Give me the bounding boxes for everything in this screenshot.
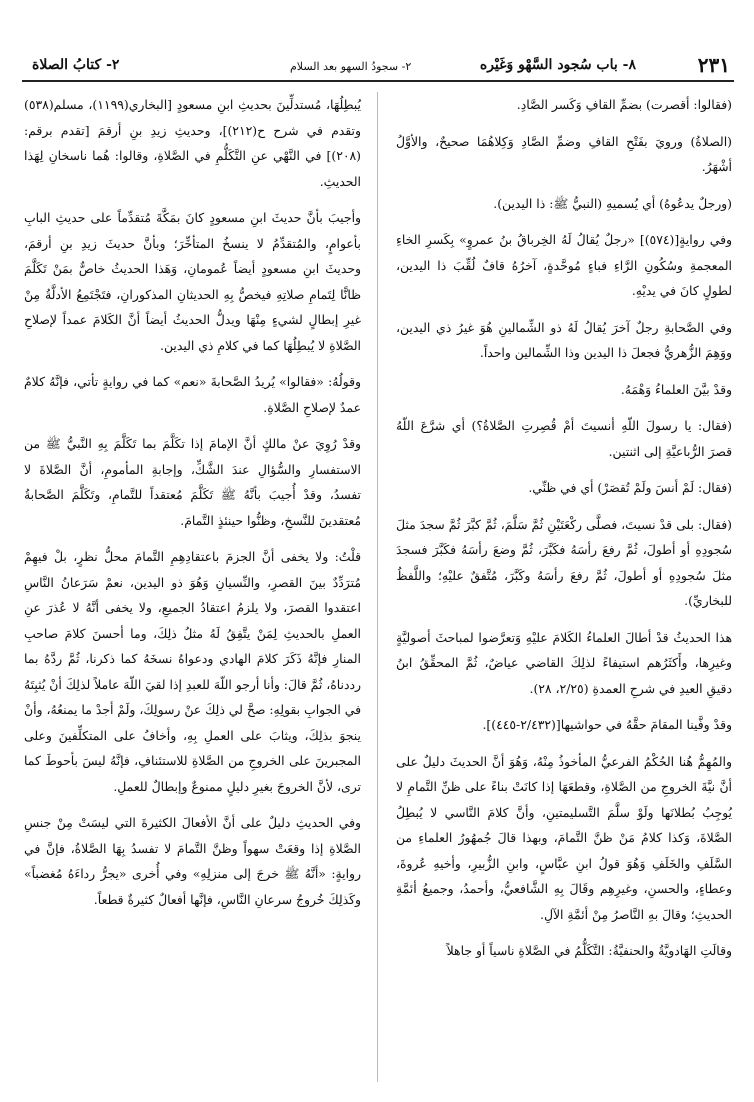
paragraph: (ورجلٌ يدعُوهُ) أي يُسميهِ (النبيُّ ﷺ: ذا اليدين).: [493, 195, 732, 211]
left-text-column: [24, 92, 361, 923]
paragraph: والمُهِمُّ هُنا الحُكْمُ الفرعيُّ المأخوذُ مِنْهُ، وَهُوَ أنَّ الحديثَ دليلٌ على أنَّ نيَّةَ الخروجِ من الصَّلاةِ، وقطعَهَا إذا كانَتْ بناءً على ظنِّ التَّمامِ لا يُوجِبُ بُطلانَها ولَوْ سلَّمَ التَّسليمتينِ، وأنَّ كلامَ النَّاسي لا يُبطِلُ الصَّلاةَ، وَكذا كلامُ مَنْ ظنَّ التَّمامَ، وبهذا قالَ جُمهُورُ العلماءِ من السَّلَفِ والخَلَفِ وَهُوَ قولُ ابنِ عبَّاسٍ، وابنِ الزُّبيرِ، وأخيهِ عُروةَ، وعطاءٍ، والحسنِ، وغيرِهِم وقَالَ بِهِ الشَّافعيُّ، وأحمدُ، وجميعُ أئمَّةِ الحديثِ؛ وقالَ بهِ النَّاصرُ مِنْ أئمَّةِ الآلِ.: [396, 753, 732, 922]
right-text-column: [396, 92, 732, 975]
book-title: ٢- كتابُ الصلاة: [32, 57, 120, 73]
paragraph: (الصلاةُ) ورويَ بفَتْحِ القافِ وضمِّ الصَّادِ وَكِلاهُمَا صحيحٌ، والأوَّلُ أشْهَرُ.: [396, 133, 732, 174]
column-divider: [377, 92, 378, 1082]
paragraph: وقالَتِ الهَادويَّةُ والحنفيَّةُ: التَّكَلُّمُ في الصَّلاةِ ناسياً أو جاهلاً: [446, 943, 732, 958]
paragraph: وقولُهُ: «فقالوا» يُريدُ الصَّحابةَ «نعم» كما في روايةٍ تأتي، فإنَّهُ كلامٌ عمدٌ لإصلاحِ الصَّلاةِ.: [24, 374, 361, 415]
page-number: ٢٣١: [697, 53, 730, 77]
paragraph: يُبطِلُهَا، مُستدلِّينَ بحديثِ ابنِ مسعودٍ [البخاري(١١٩٩)، مسلم(٥٣٨) وتقدم في شرح ح(٢١٢)]، وحديثِ زيدِ بنِ أرقمَ [تقدم برقم: (٢٠٨)] في النَّهْي عنِ التَّكَلُّمِ في الصَّلاةِ، وقالوا: هُما ناسخانِ لِهَذا الحديثِ.: [24, 97, 361, 189]
paragraph: وفي الصَّحابةِ رجلٌ آخرَ يُقالُ لَهُ ذو الشِّمالينِ هُوَ غيرُ ذي اليدين، ووَهِمَ الزُّهريُّ فجعلَ ذا اليدين وذا الشِّمالين واحداً.: [396, 319, 732, 360]
paragraph: وقدْ وفَّينا المقامَ حقَّهُ في حواشيها[(٢/٤٣٢-٤٤٥)].: [482, 717, 732, 732]
paragraph: (فقال: يا رسولَ اللّهِ أنسيتَ أمْ قُصِرتِ الصَّلاةُ؟) أي شرَّعَ اللّهُ قصرَ الرُّباعيَّةِ إلى اثنتين.: [396, 418, 732, 459]
running-header: [22, 53, 734, 82]
paragraph: وفي الحديثِ دليلٌ على أنَّ الأفعالَ الكثيرةَ التي ليسَتْ مِنْ جنسِ الصَّلاةِ إذا وقعَتْ سهواً وظنَّ التَّمامَ لا تفسدُ بِهَا الصَّلاةُ، فإنَّ في روايةٍ: «أنَّهُ ﷺ خرجَ إلى منزلِهِ» وفي أُخرى «يجرُّ رداءَهُ مُغضباً» وكَذلِكَ خُروجُ سرعانِ النَّاسِ، فإنَّها أفعالٌ كثيرةٌ قطعاً.: [24, 815, 361, 907]
paragraph: هذا الحديثُ قدْ أطالَ العلماءُ الكَلامَ عليْهِ وَتعرَّضوا لمباحثَ أصوليَّةٍ وغيرِها، وأَكثَرُهم استيفاءً لذلِكَ القاضي عياضٌ، ثُمَّ المحقِّقُ ابنُ دقيقِ العيدِ في شرحِ العمدةِ (٢/٢٥، ٢٨).: [396, 629, 732, 696]
paragraph: وقدْ رُوِيَ عنْ مالكٍ أنَّ الإمامَ إذا تكَلَّمَ بما تَكَلَّمَ بِهِ النَّبيُّ ﷺ من الاستفسارِ والسُّؤالِ عندَ الشَّكِّ، وإجابةِ المأمومِ، أنَّ الصَّلاةَ لا تفسدُ، وقدْ أُجيبَ بأنَّهُ ﷺ تَكَلَّمَ مُعتقداً للتَّمامِ، وتَكَلَّمَ الصَّحابةُ مُعتقدينَ للنَّسخِ، وظنُّوا حينئذٍ التَّمامَ.: [24, 436, 361, 528]
subsection-title: ٢- سجودُ السهو بعد السلام: [290, 60, 412, 73]
paragraph: (فقالوا: أقصرت) بضمِّ القافِ وَكَسر الصَّادِ.: [516, 97, 732, 112]
paragraph: وأجيبَ بأنَّ حديثَ ابنِ مسعودٍ كانَ بمَكَّةَ مُتقدِّماً على حديثِ البابِ بأعوامٍ، والمُتقدِّمُ لا ينسخُ المتأخِّرَ؛ وبأنَّ حديثَ زيدِ بنِ أرقمَ، وحديثَ ابنِ مسعودٍ أيضاً عُمومانِ، وَهَذا الحديثُ خاصٌّ بمَنْ تَكَلَّمَ ظانًّا لِتَمامِ صلاتِهِ فيخصُّ بِهِ الحديثانِ المذكورانِ، فتَجْتَمِعُ الأدلَّةُ مِنْ غيرِ إبطالٍ لشيءٍ مِنْهَا ويدلُّ الحديثُ أيضاً أنَّ الكَلامَ عمداً لإصلاحِ الصَّلاةِ لا يُبطِلُهَا كما في كلامِ ذي اليدين.: [24, 210, 361, 353]
paragraph: وقدْ بيَّنَ العلماءُ وَهْمَهُ.: [620, 381, 732, 397]
paragraph: قلْتُ: ولا يخفى أنَّ الجزمَ باعتقادِهِمِ التَّمامَ محلُّ نظرٍ، بلْ فيهِمْ مُترَدِّدٌ بينَ القصرِ، والنِّسيانِ وَهُوَ ذو اليدين، نعمْ سَرَعانُ النَّاسِ اعتقدوا القصرَ، ولا يلزمُ اعتقادُ الجميعِ، ولا يخفى أنَّهُ لا عُذرَ عنِ العملِ بالحديثِ لِمَنْ يتَّفِقُ لَهُ مثلُ ذلِكَ، وما أحسنَ كلامَ صاحبِ المنارِ فإنَّهُ ذَكَرَ كلامَ الهادي ودعواهُ نسخَهُ كما ذكرنا، ثُمَّ ردَّهُ بما رددناهُ، ثُمَّ قالَ: وأنا أرجو اللّهَ للعبدِ إذا لقيَ اللّهَ عاملاً لذلِكَ أنْ يُثبِتَهُ في الجوابِ بقولِهِ: صحَّ لي ذلِكَ عنْ رسولِكَ، ولَمْ أجدْ ما يمنعُهُ، وأنْ ينجوَ بذلِكَ، ويثابَ على العملِ بِهِ، وأخافُ على المتكلِّفينَ وعلى المجبرينَ على الخروجِ من الصَّلاةِ للاستئنافِ، فإنَّهُ ليسَ بأحوطَ كما ترى، لأنَّ الخروجَ بغيرِ دليلٍ ممنوعٌ وإبطالٌ للعملِ.: [24, 549, 361, 794]
paragraph: (فقال: بلى قدْ نسيتَ، فصلَّى ركْعَتَيْنِ ثُمَّ سَلَّمَ، ثُمَّ كبَّرَ ثُمَّ سجدَ مثلَ سُجودِهِ أو أطولَ، ثُمَّ رفعَ رأسَهُ فكَبَّرَ، ثُمَّ وضعَ رأسَهُ فكَبَّرَ فسجدَ مثلَ سُجودِهِ أو أطولَ، ثُمَّ رفعَ رأسَهُ وكَبَّرَ، مُتَّفقٌ عليْهِ؛ واللَّفظُ للبخاريِّ).: [396, 516, 732, 608]
paragraph: (فقال: لَمْ أنسَ ولَمْ تُقصَرْ) أي في ظنِّي.: [528, 480, 732, 495]
paragraph: وفي روايةٍ[(٥٧٤)] «رجلٌ يُقالُ لَهُ الخِرباقُ بنُ عمروٍ» بِكَسرِ الخاءِ المعجمةِ وسُكُونِ الرَّاءِ فباءٍ مُوحَّدةٍ، آخرُهُ قافٌ لُقِّبَ ذا اليدين، لطولٍ كانَ في يديْهِ.: [396, 232, 732, 298]
chapter-title: ٨- باب سُجود السَّهْو وَغَيْره: [479, 57, 636, 73]
